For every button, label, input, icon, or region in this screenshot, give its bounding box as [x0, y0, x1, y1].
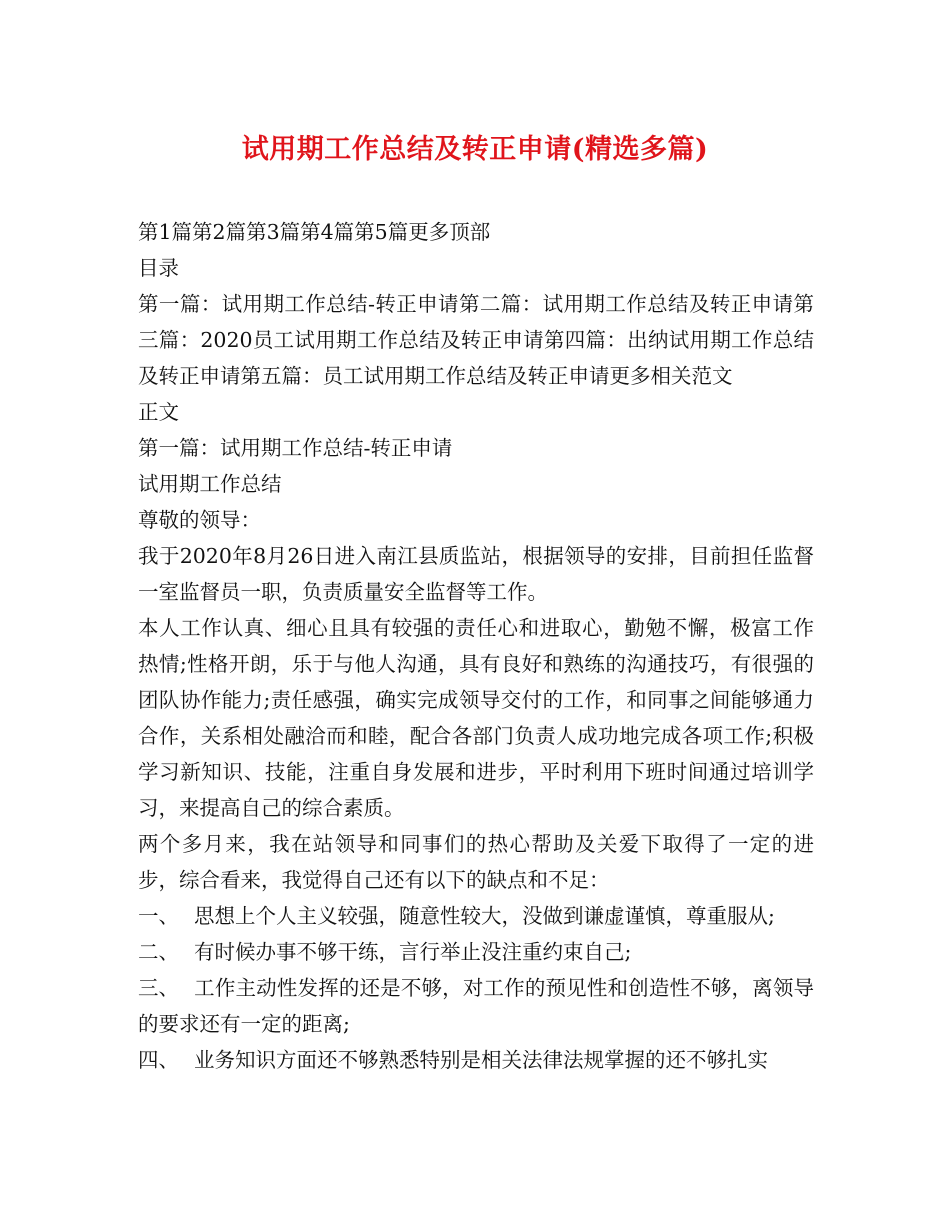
list-item-text: 有时候办事不够干练，言行举止没注重约束自己; — [194, 940, 632, 964]
nav-line: 第1篇第2篇第3篇第4篇第5篇更多顶部 — [138, 220, 491, 244]
list-item-number: 一、 — [138, 904, 179, 928]
paragraph: 两个多月来，我在站领导和同事们的热心帮助及关爱下取得了一定的进步，综合看来，我觉得自己还有以下的缺点和不足： — [138, 832, 814, 892]
list-item — [138, 934, 814, 970]
paragraph: 我于2020年8月26日进入南江县质监站，根据领导的安排，目前担任监督一室监督员一职，负责质量安全监督等工作。 — [138, 544, 814, 604]
list-item — [138, 970, 814, 1042]
body-heading: 正文 — [138, 400, 179, 424]
toc-text: 第一篇：试用期工作总结-转正申请第二篇：试用期工作总结及转正申请第三篇：2020员工试用期工作总结及转正申请第四篇：出纳试用期工作总结及转正申请第五篇：员工试用期工作总结及转正申请更多相关范文 — [138, 292, 814, 388]
list-item-text: 思想上个人主义较强，随意性较大，没做到谦虚谨慎，尊重服从; — [194, 904, 775, 928]
list-item-text: 业务知识方面还不够熟悉特别是相关法律法规掌握的还不够扎实 — [194, 1048, 768, 1072]
list-item — [138, 1042, 814, 1078]
document-body — [138, 214, 814, 1078]
toc-heading: 目录 — [138, 256, 179, 280]
subtitle: 试用期工作总结 — [138, 472, 282, 496]
chapter-title: 第一篇：试用期工作总结-转正申请 — [138, 436, 453, 460]
list-item-number: 四、 — [138, 1048, 179, 1072]
list-item-number: 二、 — [138, 940, 179, 964]
salutation: 尊敬的领导： — [138, 508, 261, 532]
paragraph: 本人工作认真、细心且具有较强的责任心和进取心，勤勉不懈，极富工作热情;性格开朗，乐于与他人沟通，具有良好和熟练的沟通技巧，有很强的团队协作能力;责任感强，确实完成领导交付的工作，和同事之间能够通力合作，关系相处融洽而和睦，配合各部门负责人成功地完成各项工作;积极学习新知识、技能，注重自身发展和进步，平时利用下班时间通过培训学习，来提高自己的综合素质。 — [138, 616, 814, 820]
list-item — [138, 898, 814, 934]
document-title: 试用期工作总结及转正申请(精选多篇) — [241, 134, 709, 165]
list-item-number: 三、 — [138, 976, 179, 1000]
list-item-text: 工作主动性发挥的还是不够，对工作的预见性和创造性不够，离领导的要求还有一定的距离; — [138, 976, 814, 1036]
